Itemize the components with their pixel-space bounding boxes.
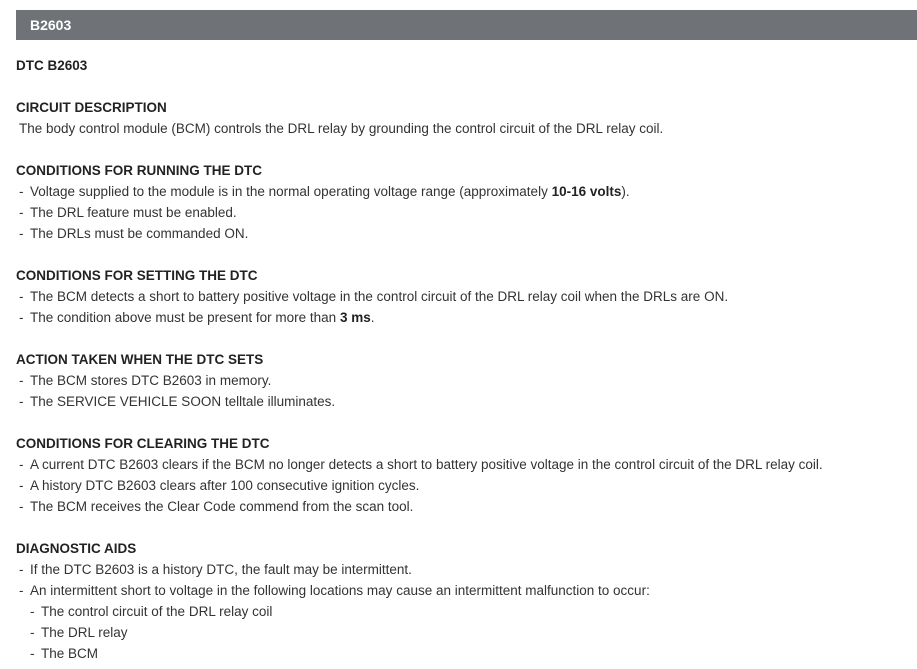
circuit-description-title: CIRCUIT DESCRIPTION xyxy=(16,100,167,115)
setting-item-1-text: The BCM detects a short to battery positive voltage in the control circuit of the DRL relay coil when the DRLs are ON. xyxy=(30,289,729,304)
bullet-dash: - xyxy=(19,310,24,325)
bullet-dash: - xyxy=(19,583,24,598)
list-item xyxy=(16,181,917,202)
list-item xyxy=(16,286,917,307)
list-item xyxy=(16,223,917,244)
diagnostic-aids-section xyxy=(16,539,917,664)
running-item-1-end: ). xyxy=(621,184,630,199)
list-item xyxy=(16,370,917,391)
list-item xyxy=(16,559,917,580)
bullet-dash: - xyxy=(19,373,24,388)
bullet-dash: - xyxy=(19,499,24,514)
list-item xyxy=(16,202,917,223)
section-header-bar xyxy=(16,10,917,40)
bullet-dash: - xyxy=(19,289,24,304)
list-item xyxy=(16,643,917,664)
bullet-dash: - xyxy=(19,562,24,577)
clearing-item-2-text: A history DTC B2603 clears after 100 consecutive ignition cycles. xyxy=(30,478,420,493)
bullet-dash: - xyxy=(19,457,24,472)
clearing-conditions-list xyxy=(16,454,917,517)
bullet-dash: - xyxy=(19,184,24,199)
list-item xyxy=(16,496,917,517)
list-item xyxy=(16,622,917,643)
action-item-1-text: The BCM stores DTC B2603 in memory. xyxy=(30,373,272,388)
bullet-dash: - xyxy=(30,646,35,661)
action-taken-title: ACTION TAKEN WHEN THE DTC SETS xyxy=(16,352,264,367)
running-conditions-list xyxy=(16,181,917,244)
action-item-2-text: The SERVICE VEHICLE SOON telltale illuminates. xyxy=(30,394,336,409)
running-conditions-title: CONDITIONS FOR RUNNING THE DTC xyxy=(16,163,262,178)
header-code: B2603 xyxy=(30,17,72,33)
setting-item-2-text: The condition above must be present for more than xyxy=(30,310,340,325)
voltage-range-value: 10-16 volts xyxy=(551,184,622,199)
aids-item-1-text: If the DTC B2603 is a history DTC, the fault may be intermittent. xyxy=(30,562,412,577)
setting-conditions-section xyxy=(16,266,917,328)
diagnostic-aids-title: DIAGNOSTIC AIDS xyxy=(16,541,137,556)
setting-conditions-list xyxy=(16,286,917,328)
bullet-dash: - xyxy=(19,394,24,409)
diagnostic-aids-list xyxy=(16,559,917,664)
action-taken-section xyxy=(16,350,917,412)
running-item-3-text: The DRLs must be commanded ON. xyxy=(30,226,249,241)
bullet-dash: - xyxy=(19,205,24,220)
list-item xyxy=(16,580,917,601)
list-item xyxy=(16,454,917,475)
setting-item-2-end: . xyxy=(370,310,375,325)
dtc-title: DTC B2603 xyxy=(16,58,88,73)
circuit-description-section xyxy=(16,98,917,139)
list-item xyxy=(16,307,917,328)
running-conditions-section xyxy=(16,161,917,244)
bullet-dash: - xyxy=(30,604,35,619)
clearing-item-1-text: A current DTC B2603 clears if the BCM no longer detects a short to battery positive voltage in the control circuit of the DRL relay coil. xyxy=(30,457,823,472)
aids-sub-1-text: The control circuit of the DRL relay coil xyxy=(41,604,273,619)
bullet-dash: - xyxy=(30,625,35,640)
bullet-dash: - xyxy=(19,478,24,493)
running-item-1-text: Voltage supplied to the module is in the normal operating voltage range (approximately xyxy=(30,184,552,199)
bullet-dash: - xyxy=(19,226,24,241)
document-body xyxy=(16,56,917,664)
duration-value: 3 ms xyxy=(339,310,371,325)
aids-sub-3-text: The BCM xyxy=(41,646,99,661)
setting-conditions-title: CONDITIONS FOR SETTING THE DTC xyxy=(16,268,258,283)
list-item xyxy=(16,475,917,496)
clearing-conditions-section xyxy=(16,434,917,517)
circuit-description-text: The body control module (BCM) controls the DRL relay by grounding the control circuit of the DRL relay coil. xyxy=(19,121,664,136)
list-item xyxy=(16,601,917,622)
running-item-2-text: The DRL feature must be enabled. xyxy=(30,205,237,220)
action-taken-list xyxy=(16,370,917,412)
list-item xyxy=(16,391,917,412)
clearing-item-3-text: The BCM receives the Clear Code commend from the scan tool. xyxy=(30,499,414,514)
aids-sub-2-text: The DRL relay xyxy=(41,625,128,640)
clearing-conditions-title: CONDITIONS FOR CLEARING THE DTC xyxy=(16,436,270,451)
aids-item-2-text: An intermittent short to voltage in the following locations may cause an intermittent malfunction to occur: xyxy=(30,583,650,598)
